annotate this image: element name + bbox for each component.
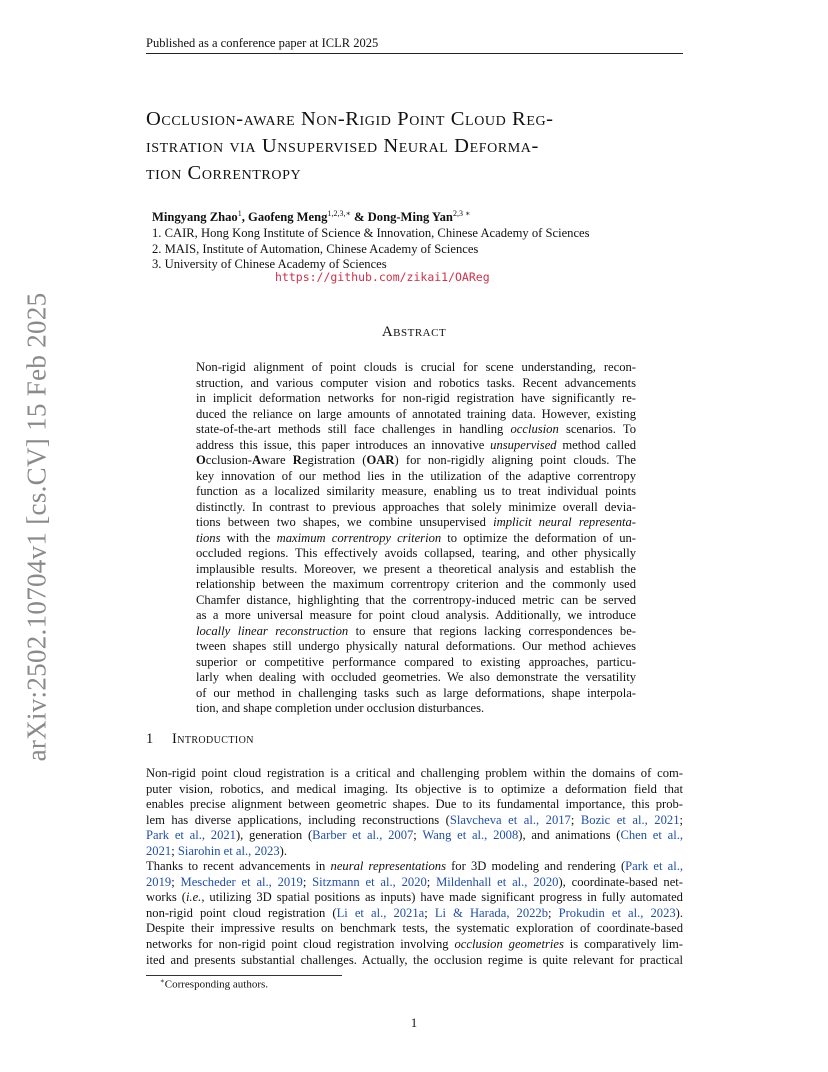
paper-title: [146, 106, 706, 187]
intro-paragraph-2: [146, 859, 683, 968]
abstract-line: locally linear reconstruction to ensure that regions lacking correspondences be-: [196, 623, 636, 638]
affiliation-line: 2. MAIS, Institute of Automation, Chinese Academy of Sciences: [152, 241, 479, 256]
abstract-body: [196, 360, 636, 717]
body-line: puter vision, robotics, and medical imaging. Its objective is to optimize a deformation field that: [146, 781, 683, 796]
abstract-line: relationship between the maximum correntropy criterion and the commonly used: [196, 577, 636, 591]
abstract-line: implausible results. Moreover, we present a theoretical analysis and establish the: [196, 561, 636, 576]
abstract-line: occluded regions. This effectively avoids collapsed, tearing, and other physically: [196, 546, 636, 560]
body-line: Thanks to recent advancements in neural representations for 3D modeling and rendering (Park et al.,: [146, 859, 684, 873]
abstract-heading: Abstract: [381, 324, 447, 340]
citation-link[interactable]: Prokudin et al., 2023: [558, 905, 676, 920]
title-line: istration via Unsupervised Neural Deforma-: [146, 135, 539, 157]
author-affil-mark: 1,2,3,∗: [327, 209, 351, 218]
body-line: lem has diverse applications, including reconstructions (Slavcheva et al., 2017; Bozic et al., 2021;: [146, 812, 683, 827]
citation-link[interactable]: Sitzmann et al., 2020: [312, 874, 427, 889]
author-list: [152, 209, 470, 225]
author-separator: ,: [241, 210, 249, 225]
abstract-line: duced the reliance on large amounts of annotated training data. However, existing: [196, 406, 636, 421]
body-line: Despite their impressive results on benchmark tests, the systematic exploration of coordinate-based: [146, 921, 683, 936]
body-line: enables precise alignment between geometric shapes. Due to its fundamental importance, this prob-: [146, 797, 683, 812]
section-number: 1: [146, 731, 154, 747]
body-line: 2021; Siarohin et al., 2023).: [146, 843, 287, 858]
body-line: networks for non-rigid point cloud registration involving occlusion geometries is comparatively lim-: [146, 936, 684, 951]
affiliations: [152, 226, 590, 273]
body-line: 2019; Mescheder et al., 2019; Sitzmann et al., 2020; Mildenhall et al., 2020), coordinate-based net-: [146, 874, 683, 889]
header-rule: [146, 53, 683, 54]
citation-link[interactable]: Bozic et al., 2021: [580, 812, 680, 827]
citation-link[interactable]: 2019: [146, 874, 172, 889]
citation-link[interactable]: Park et al.,: [625, 859, 684, 873]
author-affil-mark: 1: [237, 209, 242, 218]
body-line: Park et al., 2021), generation (Barber et al., 2007; Wang et al., 2008), and animations (Chen et al.,: [146, 828, 684, 843]
footnote: [160, 977, 268, 991]
citation-link[interactable]: Li & Harada, 2022b: [434, 905, 549, 920]
abstract-line: Occlusion-Aware Registration (OAR) for non-rigidly aligning point clouds. The: [196, 453, 636, 467]
author-name: Dong-Ming Yan: [367, 210, 453, 225]
abstract-line: Chamfer distance, highlighting that the correntropy-induced metric can be served: [196, 592, 636, 607]
abstract-line: address this issue, this paper introduces an innovative unsupervised method called: [196, 437, 636, 452]
abstract-line: function as a localized similarity measure, enabling us to treat individual points: [196, 484, 636, 498]
abstract-line: struction, and various computer vision and robotics tasks. Recent advancements: [196, 375, 636, 390]
citation-link[interactable]: Siarohin et al., 2023: [177, 843, 280, 858]
title-line: Occlusion-aware Non-Rigid Point Cloud Reg-: [146, 108, 554, 130]
citation-link[interactable]: Li et al., 2021a: [336, 905, 425, 920]
abstract-line: tions with the maximum correntropy criterion to optimize the deformation of un-: [196, 530, 636, 545]
affiliation-line: 3. University of Chinese Academy of Sciences: [152, 257, 387, 271]
abstract-line: distinctly. In contrast to previous approaches that solely minimize overall devia-: [196, 499, 636, 514]
abstract-line: key innovation of our method lies in the utilization of the adaptive correntropy: [196, 468, 636, 483]
citation-link[interactable]: 2021: [146, 843, 172, 858]
author-name: Gaofeng Meng: [248, 210, 328, 225]
title-line: tion Correntropy: [146, 162, 302, 184]
abstract-line: state-of-the-art methods still face challenges in handling occlusion scenarios. To: [196, 422, 636, 436]
abstract-line: as a more universal measure for point cloud analysis. Additionally, we introduce: [196, 608, 636, 622]
body-line: non-rigid point cloud registration (Li et al., 2021a; Li & Harada, 2022b; Prokudin et al., 2023).: [146, 905, 684, 920]
author-affil-mark: 2,3 ∗: [452, 209, 471, 218]
abstract-line: tween shapes still undergo physically natural deformations. Our method achieves: [196, 639, 636, 653]
citation-link[interactable]: Mescheder et al., 2019: [180, 874, 303, 889]
author-separator: &: [350, 210, 368, 225]
citation-link[interactable]: Mildenhall et al., 2020: [436, 874, 559, 889]
citation-link[interactable]: Wang et al., 2008: [422, 828, 519, 843]
body-line: ited and presents substantial challenges. Actually, the occlusion regime is quite relevant for practical: [146, 952, 683, 967]
abstract-line: tions between two shapes, we combine unsupervised implicit neural representa-: [196, 515, 637, 529]
running-header: Published as a conference paper at ICLR 2025: [146, 36, 379, 50]
abstract-line: Non-rigid alignment of point clouds is crucial for scene understanding, recon-: [196, 360, 636, 374]
intro-paragraph-1: [146, 766, 683, 860]
citation-link[interactable]: Chen et al.,: [620, 828, 684, 843]
citation-link[interactable]: Slavcheva et al., 2017: [449, 812, 571, 827]
citation-link[interactable]: Park et al., 2021: [146, 828, 236, 843]
arxiv-stamp: arXiv:2502.10704v1 [cs.CV] 15 Feb 2025: [21, 292, 52, 762]
abstract-line: tion, and shape completion under occlusion disturbances.: [196, 701, 485, 715]
body-line: works (i.e., utilizing 3D spatial positions as inputs) have made significant progress in fully automated: [146, 890, 683, 905]
abstract-line: in implicit deformation networks for non-rigid registration have significantly re-: [196, 391, 636, 405]
footnote-rule: [146, 975, 342, 976]
abstract-line: larly when dealing with occluded geometries. We also demonstrate the versatility: [196, 670, 636, 684]
code-url-link[interactable]: https://github.com/zikai1/OAReg: [275, 270, 490, 284]
section-heading: [146, 731, 254, 748]
abstract-line: of our method in challenging tasks such as large deformations, shape interpola-: [196, 685, 636, 700]
page-number: 1: [410, 1016, 418, 1030]
author-name: Mingyang Zhao: [152, 210, 238, 225]
footnote-mark: ∗: [160, 977, 165, 985]
affiliation-line: 1. CAIR, Hong Kong Institute of Science & Innovation, Chinese Academy of Sciences: [152, 226, 590, 240]
body-line: Non-rigid point cloud registration is a critical and challenging problem within the domains of com-: [146, 766, 683, 780]
section-title: Introduction: [172, 731, 254, 747]
abstract-line: superior or competitive performance compared to existing approaches, particu-: [196, 654, 636, 669]
footnote-text: Corresponding authors.: [164, 978, 269, 991]
citation-link[interactable]: Barber et al., 2007: [312, 828, 414, 843]
